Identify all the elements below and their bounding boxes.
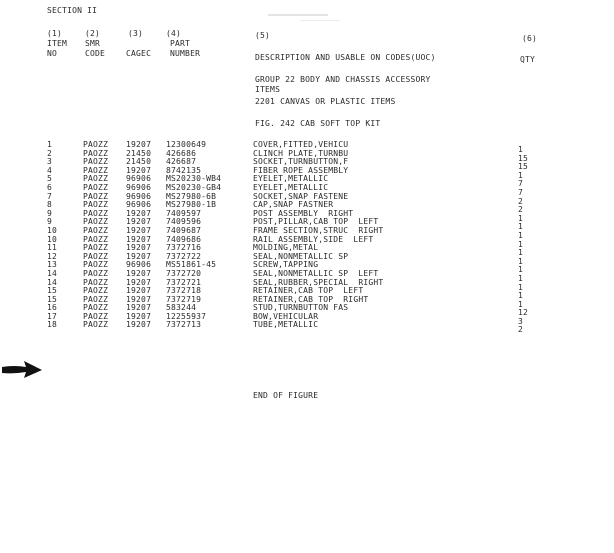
header-cagec-num: (3) — [128, 29, 144, 38]
cell-smr: PAOZZ — [83, 294, 109, 304]
cell-desc: RETAINER,CAB TOP LEFT — [253, 286, 364, 296]
cell-smr: PAOZZ — [83, 225, 109, 235]
cell-desc: MOLDING,METAL — [253, 243, 319, 253]
cell-part: 7409686 — [166, 234, 202, 244]
cell-desc: SEAL,NONMETALLIC SP LEFT — [253, 268, 379, 278]
cell-item: 14 — [47, 268, 58, 278]
cell-smr: PAOZZ — [83, 234, 109, 244]
cell-part: MS20230-GB4 — [166, 182, 222, 192]
cell-smr: PAOZZ — [83, 200, 109, 210]
cell-item: 3 — [47, 157, 53, 167]
cell-desc: SOCKET,SNAP FASTENE — [253, 191, 349, 201]
cell-item: 4 — [47, 165, 53, 175]
cell-cagec: 19207 — [126, 217, 152, 227]
cell-smr: PAOZZ — [83, 217, 109, 227]
cell-item: 5 — [47, 174, 53, 184]
group-subtitle: 2201 CANVAS OR PLASTIC ITEMS — [255, 97, 396, 106]
cell-item: 14 — [47, 277, 58, 287]
cell-smr: PAOZZ — [83, 286, 109, 296]
cell-desc: SCREW,TAPPING — [253, 260, 319, 270]
cell-cagec: 19207 — [126, 286, 152, 296]
header-item-label: ITEM — [47, 39, 68, 48]
cell-cagec: 96906 — [126, 174, 152, 184]
cell-part: 7409596 — [166, 217, 202, 227]
cell-cagec: 19207 — [126, 225, 152, 235]
cell-smr: PAOZZ — [83, 191, 109, 201]
header-qty-num: (6) — [522, 34, 538, 43]
cell-smr: PAOZZ — [83, 277, 109, 287]
qty-value: 2 — [518, 325, 524, 335]
cell-part: 583244 — [166, 303, 197, 313]
cell-desc: FRAME SECTION,STRUC RIGHT — [253, 225, 384, 235]
cell-smr: PAOZZ — [83, 251, 109, 261]
cell-part: 12300649 — [166, 140, 207, 149]
cell-item: 1 — [47, 140, 53, 149]
qty-value: 1 — [518, 239, 524, 249]
cell-smr: PAOZZ — [83, 208, 109, 218]
cell-cagec: 96906 — [126, 191, 152, 201]
section-title: SECTION II — [47, 6, 98, 15]
cell-smr: PAOZZ — [83, 157, 109, 167]
qty-value: 12 — [518, 308, 529, 318]
qty-value: 1 — [518, 265, 524, 275]
cell-desc: POST,PILLAR,CAB TOP LEFT — [253, 217, 379, 227]
cell-desc: RETAINER,CAB TOP RIGHT — [253, 294, 369, 304]
cell-item: 9 — [47, 208, 53, 218]
header-desc-label: DESCRIPTION AND USABLE ON CODES(UOC) — [255, 53, 436, 62]
qty-value: 1 — [518, 282, 524, 292]
cell-part: MS27980-6B — [166, 191, 217, 201]
cell-cagec: 96906 — [126, 200, 152, 210]
cell-desc: COVER,FITTED,VEHICU — [253, 140, 349, 149]
cell-item: 2 — [47, 148, 53, 158]
cell-smr: PAOZZ — [83, 243, 109, 253]
header-smr-code: CODE — [85, 49, 106, 58]
cell-cagec: 19207 — [126, 268, 152, 278]
qty-value: 1 — [518, 299, 524, 309]
cell-part: 7372719 — [166, 294, 202, 304]
cell-cagec: 19207 — [126, 251, 152, 261]
cell-cagec: 19207 — [126, 243, 152, 253]
cell-desc: CLINCH PLATE,TURNBU — [253, 148, 349, 158]
right-arrow-icon — [0, 358, 44, 380]
cell-desc: POST ASSEMBLY RIGHT — [253, 208, 354, 218]
qty-value: 1 — [518, 170, 524, 180]
qty-value: 1 — [518, 273, 524, 283]
header-part-num: (4) — [166, 29, 182, 38]
cell-smr: PAOZZ — [83, 303, 109, 313]
cell-cagec: 21450 — [126, 157, 152, 167]
cell-desc: BOW,VEHICULAR — [253, 311, 319, 321]
cell-item: 6 — [47, 182, 53, 192]
cell-item: 10 — [47, 234, 58, 244]
cell-part: 7372716 — [166, 243, 202, 253]
cell-part: MS51861-45 — [166, 260, 217, 270]
cell-item: 16 — [47, 303, 58, 313]
cell-smr: PAOZZ — [83, 174, 109, 184]
cell-item: 15 — [47, 294, 58, 304]
cell-part: 426687 — [166, 157, 197, 167]
cell-item: 18 — [47, 320, 58, 330]
header-smr-num: (2) — [85, 29, 101, 38]
cell-cagec: 19207 — [126, 320, 152, 330]
qty-value: 1 — [518, 248, 524, 258]
cell-smr: PAOZZ — [83, 140, 109, 149]
cell-part: 7372720 — [166, 268, 202, 278]
cell-part: 7372718 — [166, 286, 202, 296]
cell-part: 7409687 — [166, 225, 202, 235]
end-of-figure: END OF FIGURE — [253, 391, 319, 400]
cell-smr: PAOZZ — [83, 182, 109, 192]
group-title: GROUP 22 BODY AND CHASSIS ACCESSORY — [255, 75, 431, 84]
cell-part: 7372722 — [166, 251, 202, 261]
qty-value: 3 — [518, 316, 524, 326]
qty-value: 1 — [518, 222, 524, 232]
cell-cagec: 19207 — [126, 303, 152, 313]
header-part-label: PART — [170, 39, 191, 48]
cell-cagec: 19207 — [126, 208, 152, 218]
qty-value: 2 — [518, 196, 524, 206]
cell-desc: SOCKET,TURNBUTTON,F — [253, 157, 349, 167]
cell-smr: PAOZZ — [83, 311, 109, 321]
qty-column — [518, 145, 528, 334]
cell-cagec: 19207 — [126, 140, 152, 149]
cell-cagec: 19207 — [126, 311, 152, 321]
cell-item: 11 — [47, 243, 58, 253]
cell-smr: PAOZZ — [83, 148, 109, 158]
qty-value: 1 — [518, 213, 524, 223]
qty-value: 1 — [518, 230, 524, 240]
cell-desc: SEAL,NONMETALLIC SP — [253, 251, 349, 261]
cell-desc: STUD,TURNBUTTON FAS — [253, 303, 349, 313]
cell-desc: EYELET,METALLIC — [253, 174, 329, 184]
cell-item: 17 — [47, 311, 58, 321]
cell-desc: CAP,SNAP FASTNER — [253, 200, 334, 210]
cell-item: 12 — [47, 251, 58, 261]
cell-smr: PAOZZ — [83, 268, 109, 278]
header-item-num: (1) — [47, 29, 63, 38]
qty-value: 1 — [518, 291, 524, 301]
qty-value: 7 — [518, 187, 524, 197]
header-smr-label: SMR — [85, 39, 101, 48]
header-item-no: NO — [47, 49, 58, 58]
header-qty-label: QTY — [520, 55, 536, 64]
cell-cagec: 96906 — [126, 182, 152, 192]
qty-value: 7 — [518, 179, 524, 189]
cell-desc: FIBER ROPE ASSEMBLY — [253, 165, 349, 175]
cell-cagec: 19207 — [126, 294, 152, 304]
cell-part: 7409597 — [166, 208, 202, 218]
cell-part: 7372713 — [166, 320, 202, 330]
cell-desc: EYELET,METALLIC — [253, 182, 329, 192]
cell-smr: PAOZZ — [83, 260, 109, 270]
cell-part: 7372721 — [166, 277, 202, 287]
qty-value: 15 — [518, 153, 529, 163]
cell-desc: RAIL ASSEMBLY,SIDE LEFT — [253, 234, 374, 244]
cell-item: 10 — [47, 225, 58, 235]
cell-item: 8 — [47, 200, 53, 210]
cell-desc: TUBE,METALLIC — [253, 320, 319, 330]
cell-item: 15 — [47, 286, 58, 296]
header-part-number: NUMBER — [170, 49, 201, 58]
scan-smudge — [300, 20, 340, 21]
qty-value: 2 — [518, 205, 524, 215]
cell-cagec: 21450 — [126, 148, 152, 158]
qty-value: 15 — [518, 162, 529, 172]
cell-desc: SEAL,RUBBER,SPECIAL RIGHT — [253, 277, 384, 287]
cell-part: 12255937 — [166, 311, 207, 321]
qty-value: 1 — [518, 256, 524, 266]
cell-part: MS20230-WB4 — [166, 174, 222, 184]
cell-part: MS27980-1B — [166, 200, 217, 210]
cell-smr: PAOZZ — [83, 320, 109, 330]
cell-cagec: 96906 — [126, 260, 152, 270]
header-desc-num: (5) — [255, 31, 271, 40]
cell-cagec: 19207 — [126, 234, 152, 244]
scan-smudge — [268, 14, 328, 16]
figure-title: FIG. 242 CAB SOFT TOP KIT — [255, 119, 381, 128]
cell-part: 8742135 — [166, 165, 202, 175]
cell-item: 9 — [47, 217, 53, 227]
group-title-cont: ITEMS — [255, 85, 281, 94]
cell-cagec: 19207 — [126, 165, 152, 175]
cell-cagec: 19207 — [126, 277, 152, 287]
cell-part: 426686 — [166, 148, 197, 158]
header-cagec-label: CAGEC — [126, 49, 152, 58]
cell-item: 7 — [47, 191, 53, 201]
cell-item: 13 — [47, 260, 58, 270]
qty-value: 1 — [518, 145, 524, 154]
cell-smr: PAOZZ — [83, 165, 109, 175]
